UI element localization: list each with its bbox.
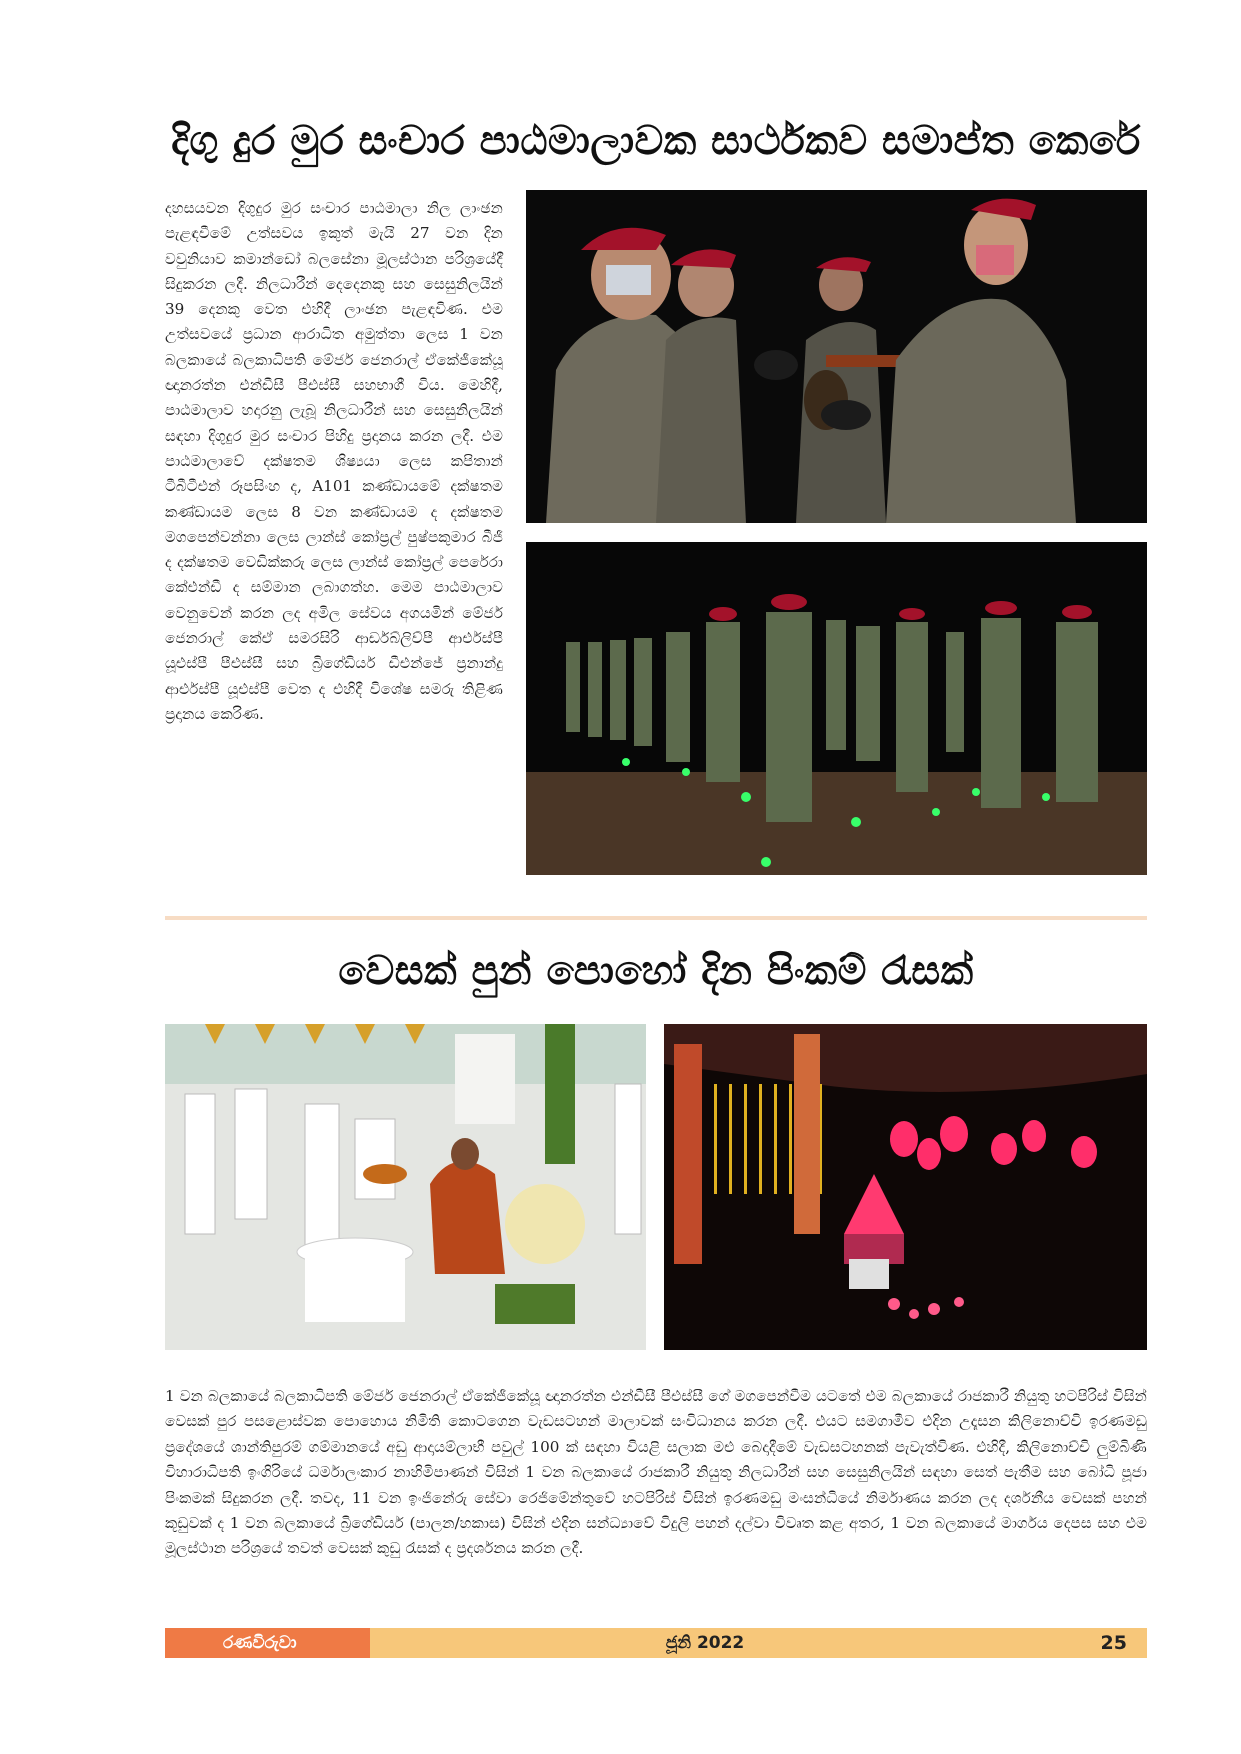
article1-title: දිගු දුර මුර සංචාර පාඨමාලාවක සාර්ථකව සමාප්ත කෙරේ [171, 118, 1141, 164]
photo-vesak-lanterns [664, 1024, 1147, 1350]
article2-title: වෙසක් පුන් පොහෝ දින පිංකම් රැසක් [338, 948, 974, 994]
footer-issue-date: ජූනි 2022 [665, 1633, 745, 1653]
photo-badge-ceremony [526, 190, 1147, 523]
article1-body: දහසයවන දිගුදුර මුර සංචාර පාඨමාලා නිල ලාංඡන පැළඳවීමේ උත්සවය ඉකුත් මැයි 27 වන දින වවුනියාව කමාන්ඩෝ බලසේනා මූලස්ථාන පරිශ්‍රයේදී සිදුකරන ලදී. නිලධාරීන් දෙදෙනකු සහ සෙසුනිලයින් 39 දෙනකු වෙත එහිදී ලාංඡන පැළඳවිණ. එම උත්සවයේ ප්‍රධාන ආරාධිත අමුත්තා ලෙස 1 වන බලකායේ බලකාධිපති මේජර් ජෙනරාල් ඒකේජීකේයූ ඥානරත්න එන්ඩීසී පීඑස්සී සහභාගී විය. මෙහිදී, පාඨමාලාව හදාරනු ලැබූ නිලධාරීන් සහ සෙසුනිලයින් සඳහා දිගුදුර මුර සංචාර පිහිදු ප්‍රදානය කරන ලදී. එම පාඨමාලාවේ දක්ෂතම ශිෂ්‍යයා ලෙස කපිතාන් ටීබීටීඑන් රූපසිංහ ද, A101 කණ්ඩායමේ දක්ෂතම කණ්ඩායම ලෙස 8 වන කණ්ඩායම ද දක්ෂතම මගපෙන්වන්නා ලෙස ලාන්ස් කෝප්‍රල් පුෂ්පකුමාර බීජී ද දක්ෂතම වෙඩික්කරු ලෙස ලාන්ස් කෝප්‍රල් පෙරේරා කේඑන්ඩී ද සම්මාන ලබාගත්හ. මෙම පාඨමාලාව වෙනුවෙන් කරන ලද අමිල සේවය අගයමින් මේජර් ජෙනරාල් කේඒ සමරසිරි ආර්ඩබ්ලිව්පී ආර්එස්පී යූඑස්පී පීඑස්සී සහ බ්‍රිගේඩියර් ඩීඑන්ජේ ප්‍රනාන්දු ආර්එස්පී යූඑස්පී වෙත ද එහිදී විශේෂ සමරු තිළිණ ප්‍රදානය කෙරිණ. [165, 199, 503, 723]
footer-magazine-name: රණවිරුවා [165, 1628, 370, 1658]
section-divider [165, 916, 1147, 920]
photo-formation [526, 542, 1147, 875]
footer-page-number: 25 [1100, 1632, 1127, 1654]
article2-body: 1 වන බලකායේ බලකාධිපති මේජර් ජෙනරාල් ඒකේජීකේයූ ඥානරත්න එන්ඩීසී පීඑස්සී ගේ මගපෙන්වීම යටතේ එම බලකායේ රාජකාරී නියුතු හටපිරිස් විසින් වෙසක් පුර පසළොස්වක පොහොය නිමිති කොටගෙන වැඩසටහන් මාලාවක් සංවිධානය කරන ලදී. එයට සමගාමීව එදින උදෑසන කිලිනොච්චි ඉරණමඩු ප්‍රදේශයේ ශාන්තිපුරම් ගම්මානයේ අඩු ආදායම්ලාභී පවුල් 100 ක් සඳහා වියළි සලාක මළු බෙදාදීමේ වැඩසටහනක් පැවැත්විණ. එහිදී, කිලිනොච්චි ලුම්බිණි විහාරාධිපති ඉංගිරියේ ධර්මාලංකාර නාහිමිපාණන් විසින් 1 වන බලකායේ රාජකාරී නියුතු නිලධාරීන් සහ සෙසුනිලයින් සඳහා සෙත් පැතීම සහ බෝධි පූජා පිංකමක් සිදුකරන ලදී. තවද, 11 වන ඉංජිනේරු සේවා රෙජිමේන්තුවේ හටපිරිස් විසින් ඉරණමඩු මංසන්ධියේ නිර්මාණය කරන ලද දර්ශනීය වෙසක් පහන් කූඩුවක් ද 1 වන බලකායේ බ්‍රිගේඩියර් (පාලන/හකාස) විසින් එදින සන්ධ්‍යාවේ විදුලි පහන් දල්වා විවෘත කළ අතර, 1 වන බලකායේ මාර්ගය දෙපස සහ එම මූලස්ථාන පරිශ්‍රයේ තවත් වෙසක් කුඩු රැසක් ද ප්‍රදර්ශනය කරන ලදී. [165, 1387, 1147, 1558]
photo-alms-offering [165, 1024, 646, 1350]
page-footer [165, 1628, 1147, 1658]
